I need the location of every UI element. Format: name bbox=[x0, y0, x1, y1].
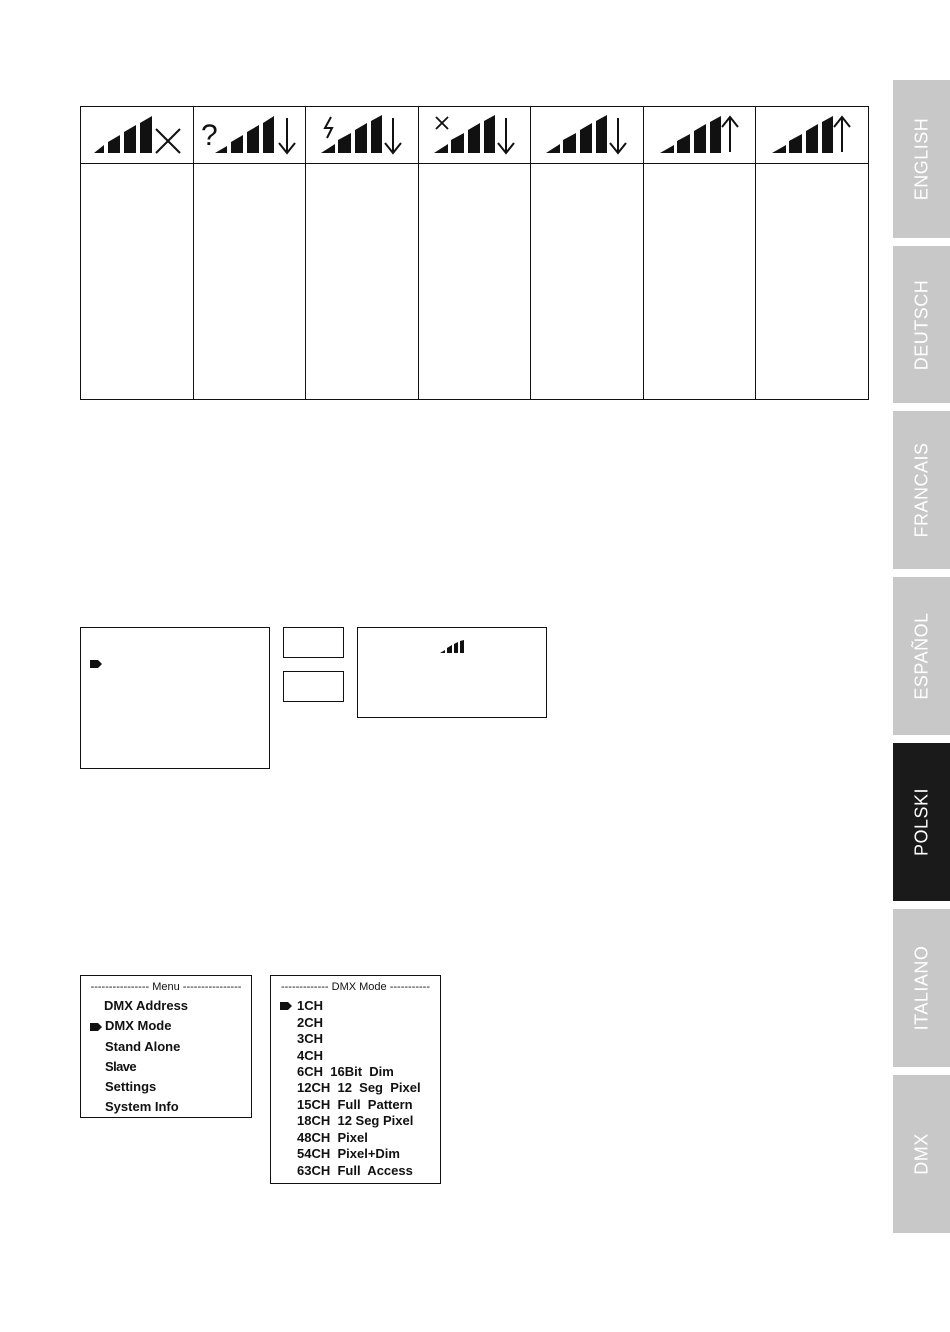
dmx-mode-item[interactable]: 1CH bbox=[297, 998, 324, 1013]
svg-text:?: ? bbox=[201, 119, 219, 152]
dmx-mode-panel bbox=[270, 975, 441, 1184]
tab-espanol[interactable] bbox=[893, 577, 950, 735]
status-column bbox=[419, 107, 532, 399]
menu-panel bbox=[80, 975, 252, 1118]
dmx-mode-item[interactable]: 63CH Full Access bbox=[297, 1163, 413, 1178]
menu-item-settings[interactable]: Settings bbox=[105, 1079, 157, 1094]
dmx-mode-item[interactable]: 3CH bbox=[297, 1031, 324, 1046]
signal-bars-x-icon bbox=[92, 115, 182, 155]
dmx-mode-item[interactable]: 48CH Pixel bbox=[297, 1130, 368, 1145]
signal-down-icon bbox=[546, 115, 628, 155]
dmx-mode-title: ------------- DMX Mode ----------- bbox=[280, 981, 431, 993]
dmx-mode-item[interactable]: 4CH bbox=[297, 1048, 324, 1063]
tab-deutsch[interactable] bbox=[893, 246, 950, 403]
dmx-mode-item[interactable]: 12CH 12 Seg Pixel bbox=[297, 1080, 421, 1095]
status-column-header bbox=[756, 107, 868, 164]
menu-item-dmx-address[interactable]: DMX Address bbox=[104, 998, 189, 1013]
status-column bbox=[531, 107, 644, 399]
bolt-signal-down-icon bbox=[321, 115, 403, 155]
tab-label: DEUTSCH bbox=[911, 279, 931, 370]
menu-item-stand-alone[interactable]: Stand Alone bbox=[105, 1039, 181, 1054]
status-column-header bbox=[194, 107, 306, 164]
status-column-header bbox=[419, 107, 531, 164]
selection-arrow-icon bbox=[90, 1023, 102, 1031]
signal-up-icon bbox=[772, 115, 852, 155]
tab-italiano[interactable] bbox=[893, 909, 950, 1067]
dmx-mode-item[interactable]: 15CH Full Pattern bbox=[297, 1097, 413, 1112]
selection-arrow-icon bbox=[90, 660, 102, 668]
tab-label: FRANCAIS bbox=[911, 442, 931, 538]
menu-item-dmx-mode[interactable]: DMX Mode bbox=[105, 1018, 172, 1033]
tab-label: DMX bbox=[911, 1133, 931, 1175]
menu-item-system-info[interactable]: System Info bbox=[105, 1099, 179, 1114]
status-column-header bbox=[531, 107, 643, 164]
button-box-up[interactable] bbox=[283, 627, 344, 658]
dmx-mode-item[interactable]: 6CH 16Bit Dim bbox=[297, 1064, 394, 1079]
tab-polski[interactable] bbox=[893, 743, 950, 901]
status-column bbox=[81, 107, 194, 399]
lcd-display-box-signal bbox=[357, 627, 547, 718]
menu-item-slave[interactable]: Slave bbox=[105, 1059, 136, 1074]
tab-dmx[interactable] bbox=[893, 1075, 950, 1233]
status-column bbox=[306, 107, 419, 399]
tab-label: ESPAÑOL bbox=[911, 612, 931, 700]
menu-title: ---------------- Menu ---------------- bbox=[90, 981, 242, 993]
signal-up-icon bbox=[660, 115, 740, 155]
dmx-mode-item[interactable]: 18CH 12 Seg Pixel bbox=[297, 1113, 414, 1128]
tab-label: ENGLISH bbox=[911, 117, 931, 201]
status-column-header bbox=[644, 107, 756, 164]
lcd-display-box bbox=[80, 627, 270, 769]
tab-english[interactable] bbox=[893, 80, 950, 238]
tab-francais[interactable] bbox=[893, 411, 950, 569]
tab-label: POLSKI bbox=[911, 787, 931, 857]
status-column bbox=[644, 107, 757, 399]
selection-arrow-icon bbox=[280, 1002, 292, 1010]
signal-bars-icon bbox=[440, 640, 464, 654]
status-column-header bbox=[306, 107, 418, 164]
question-signal-down-icon bbox=[201, 115, 297, 155]
status-column-header bbox=[81, 107, 193, 164]
dmx-mode-item[interactable]: 2CH bbox=[297, 1015, 324, 1030]
tab-label: ITALIANO bbox=[911, 945, 931, 1031]
status-column bbox=[756, 107, 868, 399]
x-signal-down-icon bbox=[434, 115, 516, 155]
status-column bbox=[194, 107, 307, 399]
status-icon-table bbox=[80, 106, 869, 400]
dmx-mode-item[interactable]: 54CH Pixel+Dim bbox=[297, 1146, 400, 1161]
button-box-down[interactable] bbox=[283, 671, 344, 702]
